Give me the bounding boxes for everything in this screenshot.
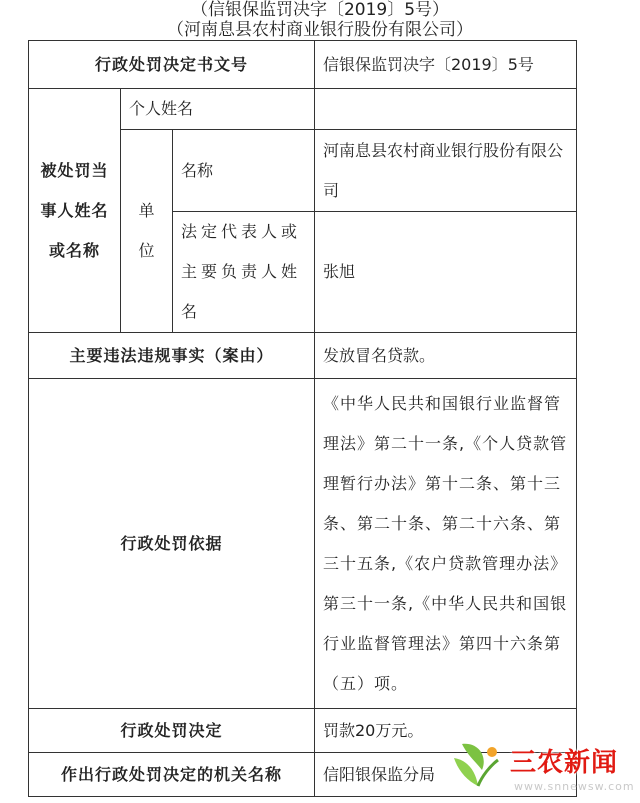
personal-name-label: 个人姓名 bbox=[121, 89, 315, 130]
unit-name-value: 河南息县农村商业银行股份有限公司 bbox=[315, 130, 577, 212]
decision-value: 罚款20万元。 bbox=[315, 709, 577, 753]
representative-value: 张旭 bbox=[315, 212, 577, 333]
basis-row bbox=[29, 379, 577, 709]
facts-label: 主要违法违规事实（案由） bbox=[29, 333, 315, 379]
party-label: 被处罚当事人姓名或名称 bbox=[29, 89, 121, 333]
watermark-logo bbox=[448, 736, 638, 800]
personal-name-value bbox=[315, 89, 577, 130]
representative-label: 法定代表人或主要负责人姓名 bbox=[173, 212, 315, 333]
personal-name-row bbox=[29, 89, 577, 130]
doc-number-row bbox=[29, 41, 577, 89]
facts-row bbox=[29, 333, 577, 379]
unit-name-label: 名称 bbox=[173, 130, 315, 212]
penalty-table bbox=[28, 40, 577, 797]
header-line-2: （河南息县农村商业银行股份有限公司） bbox=[167, 20, 473, 40]
basis-label: 行政处罚依据 bbox=[29, 379, 315, 709]
watermark-brand: 三农新闻 bbox=[510, 748, 619, 778]
unit-label: 单位 bbox=[121, 130, 173, 333]
basis-value: 《中华人民共和国银行业监督管理法》第二十一条,《个人贷款管理暂行办法》第十二条、第十三条、第二十条、第二十六条、第三十五条,《农户贷款管理办法》第三十一条,《中华人民共和国银行业监督管理法》第四十六条第（五）项。 bbox=[315, 379, 577, 709]
authority-label: 作出行政处罚决定的机关名称 bbox=[29, 753, 315, 797]
doc-number-label: 行政处罚决定书文号 bbox=[29, 41, 315, 89]
leaf-logo-icon bbox=[448, 736, 512, 800]
authority-value: 信阳银保监分局 bbox=[315, 753, 577, 797]
watermark-url: www.snnewsw.com bbox=[514, 780, 635, 793]
facts-value: 发放冒名贷款。 bbox=[315, 333, 577, 379]
decision-label: 行政处罚决定 bbox=[29, 709, 315, 753]
header-line-1: （信银保监罚决字〔2019〕5号） bbox=[190, 0, 450, 20]
doc-number-value: 信银保监罚决字〔2019〕5号 bbox=[315, 41, 577, 89]
